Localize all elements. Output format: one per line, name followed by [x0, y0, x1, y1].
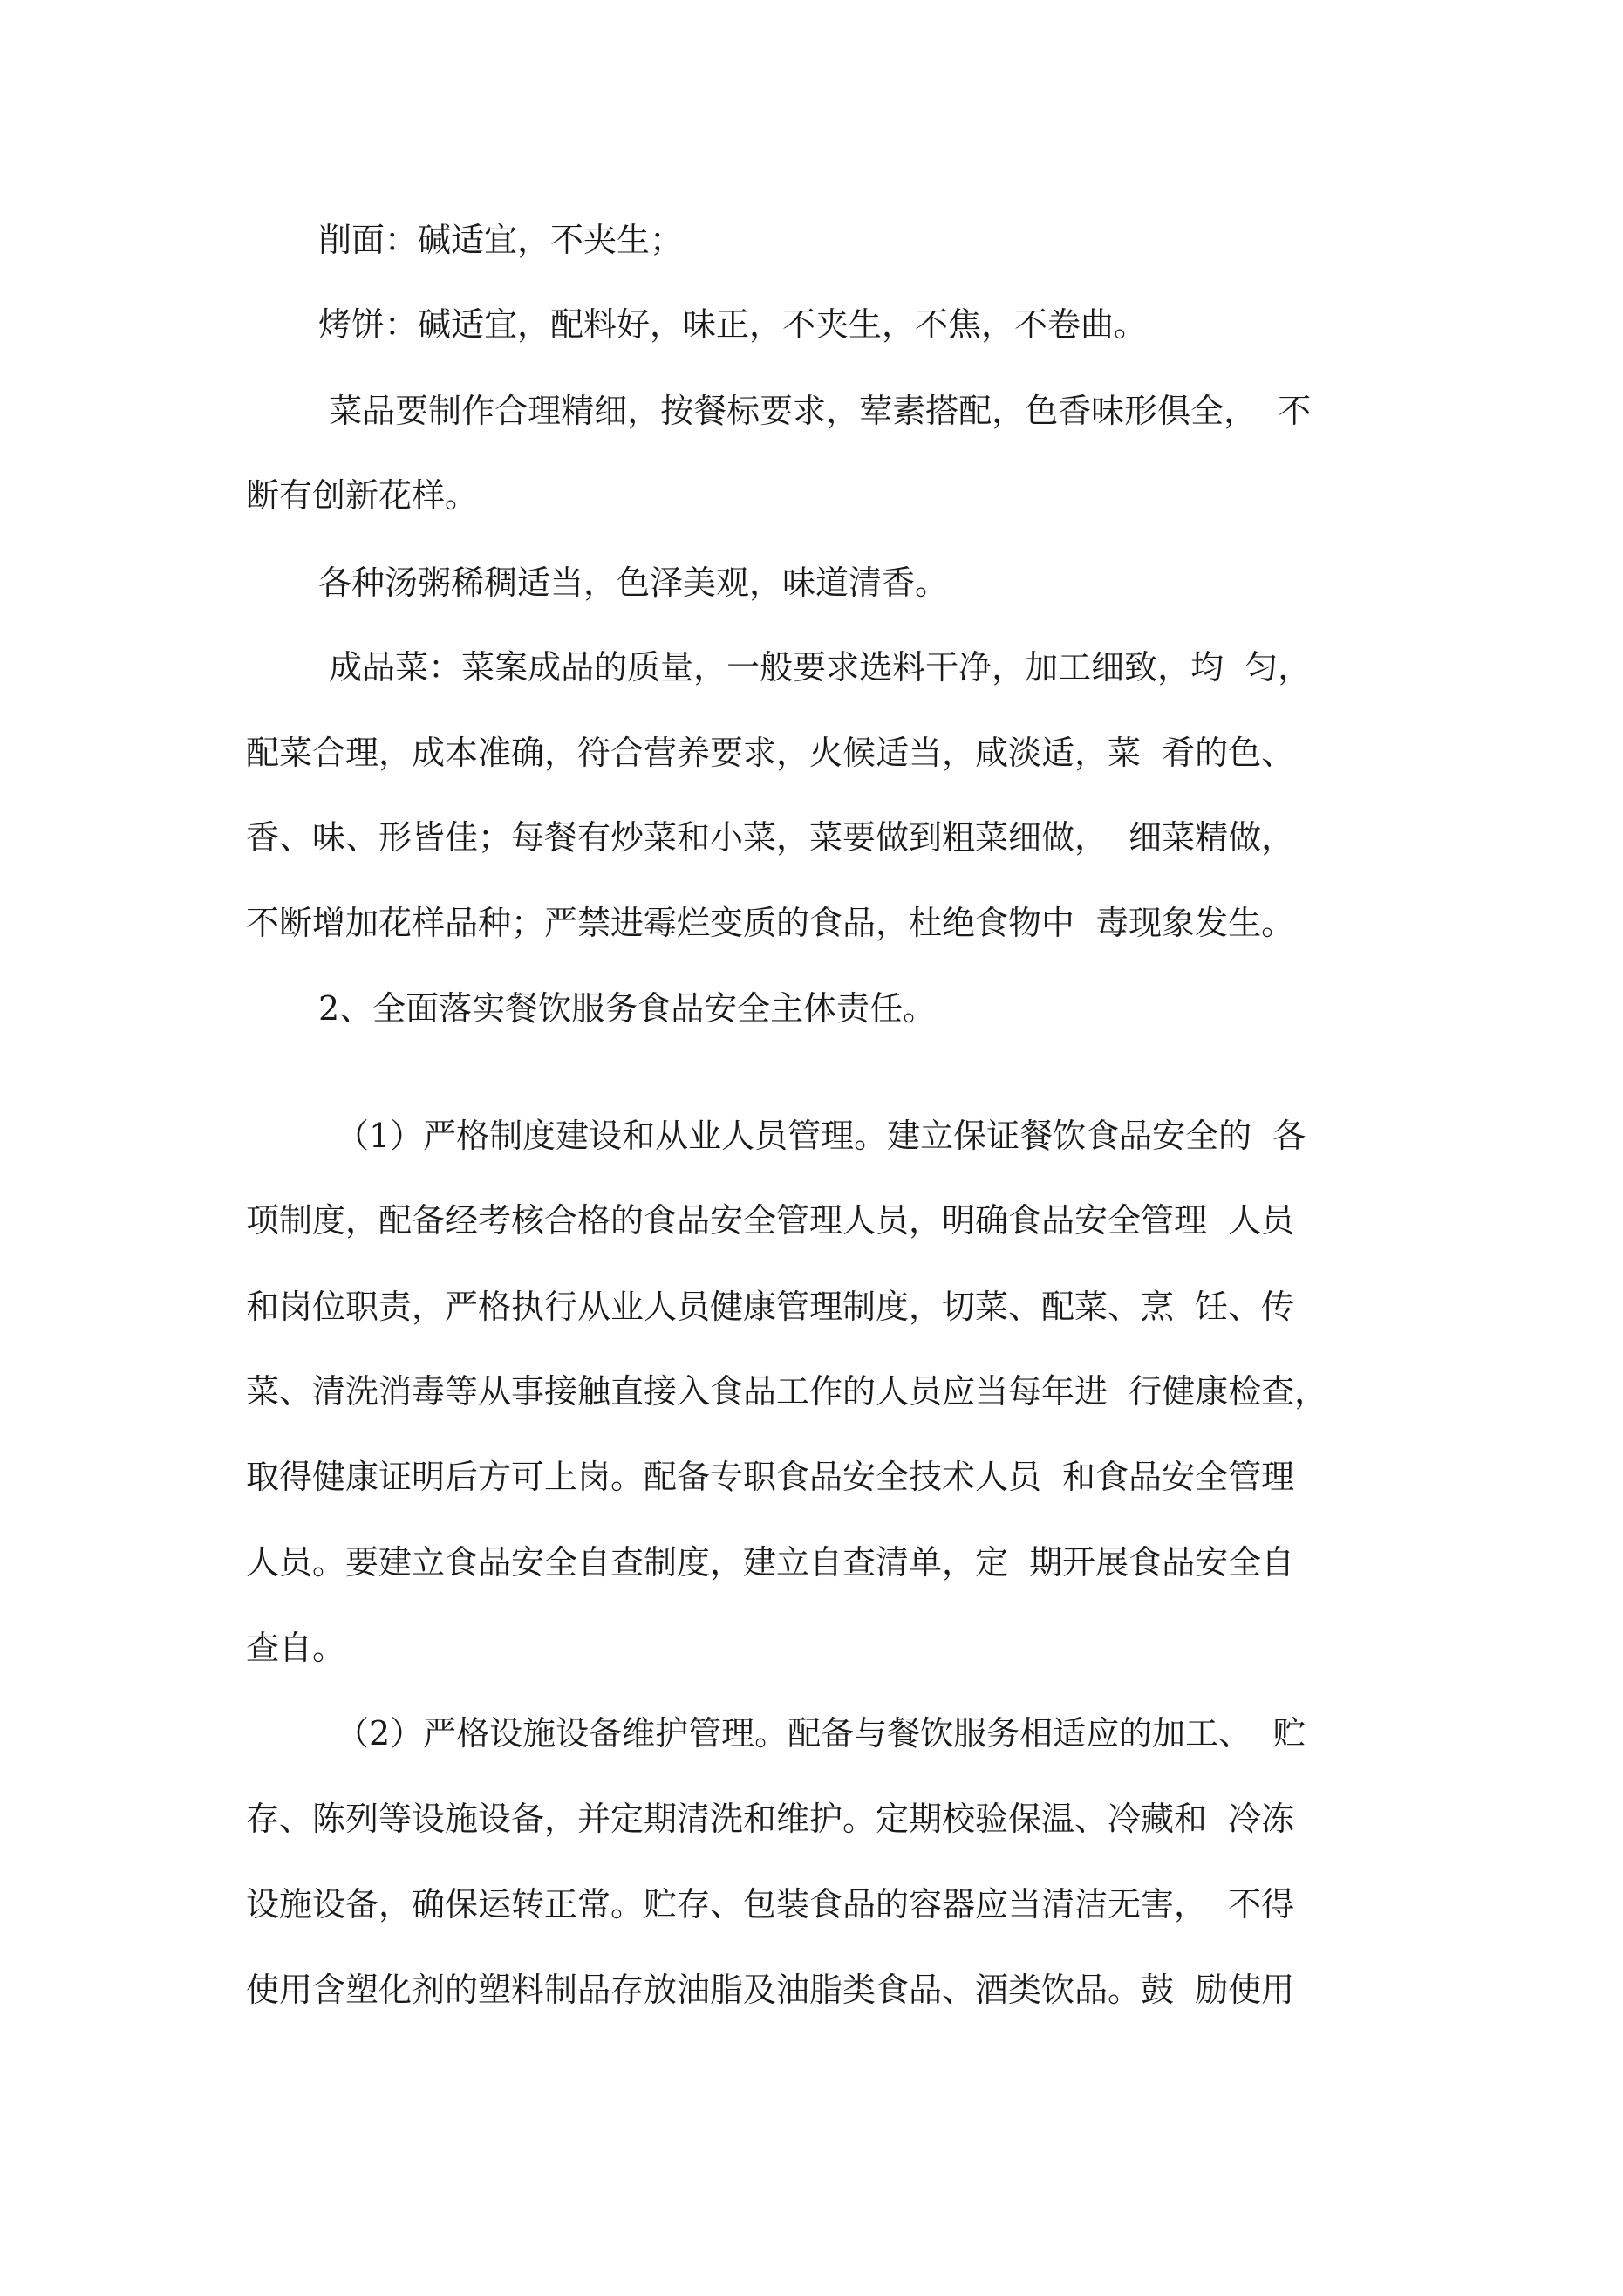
section-heading: 2、全面落实餐饮服务食品安全主体责任。	[318, 989, 937, 1028]
text-line-7: 配菜合理，成本准确，符合营养要求，火候适当，咸淡适，菜 肴的色、	[246, 734, 1295, 772]
text-line-19: 存、陈列等设施设备，并定期清洗和维护。定期校验保温、冷藏和 冷冻	[246, 1800, 1295, 1838]
text-line-20: 设施设备，确保运转正常。贮存、包装食品的容器应当清洁无害， 不得	[246, 1885, 1295, 1924]
text-line-9: 不断增加花样品种；严禁进霉烂变质的食品，杜绝食物中 毒现象发生。	[246, 904, 1295, 942]
text-line-1: 削面：碱适宜，不夹生；	[318, 221, 684, 259]
text-line-15: 取得健康证明后方可上岗。配备专职食品安全技术人员 和食品安全管理	[246, 1458, 1295, 1496]
text-line-16: 人员。要建立食品安全自查制度，建立自查清单，定 期开展食品安全自	[246, 1543, 1295, 1582]
text-line-14: 菜、清洗消毒等从事接触直接入食品工作的人员应当每年进 行健康检查，	[246, 1372, 1328, 1411]
text-line-4: 断有创新花样。	[246, 476, 479, 515]
text-line-11: （1）严格制度建设和从业人员管理。建立保证餐饮食品安全的 各	[336, 1117, 1306, 1155]
text-line-21: 使用含塑化剂的塑料制品存放油脂及油脂类食品、酒类饮品。鼓 励使用	[246, 1971, 1295, 2009]
text-line-2: 烤饼：碱适宜，配料好，味正，不夹生，不焦，不卷曲。	[318, 305, 1148, 344]
text-line-12: 项制度，配备经考核合格的食品安全管理人员，明确食品安全管理 人员	[246, 1201, 1295, 1240]
text-line-6: 成品菜：菜案成品的质量，一般要求选料干净，加工细致，均 匀，	[318, 648, 1312, 687]
text-line-8: 香、味、形皆佳；每餐有炒菜和小菜，菜要做到粗菜细做， 细菜精做，	[246, 818, 1295, 857]
text-line-3: 菜品要制作合理精细，按餐标要求，荤素搭配，色香味形俱全， 不	[318, 392, 1312, 430]
text-line-17: 查自。	[246, 1629, 346, 1667]
text-line-5: 各种汤粥稀稠适当，色泽美观，味道清香。	[318, 564, 949, 602]
text-line-18: （2）严格设施设备维护管理。配备与餐饮服务相适应的加工、 贮	[336, 1714, 1306, 1753]
text-line-13: 和岗位职责，严格执行从业人员健康管理制度，切菜、配菜、烹 饪、传	[246, 1288, 1295, 1326]
